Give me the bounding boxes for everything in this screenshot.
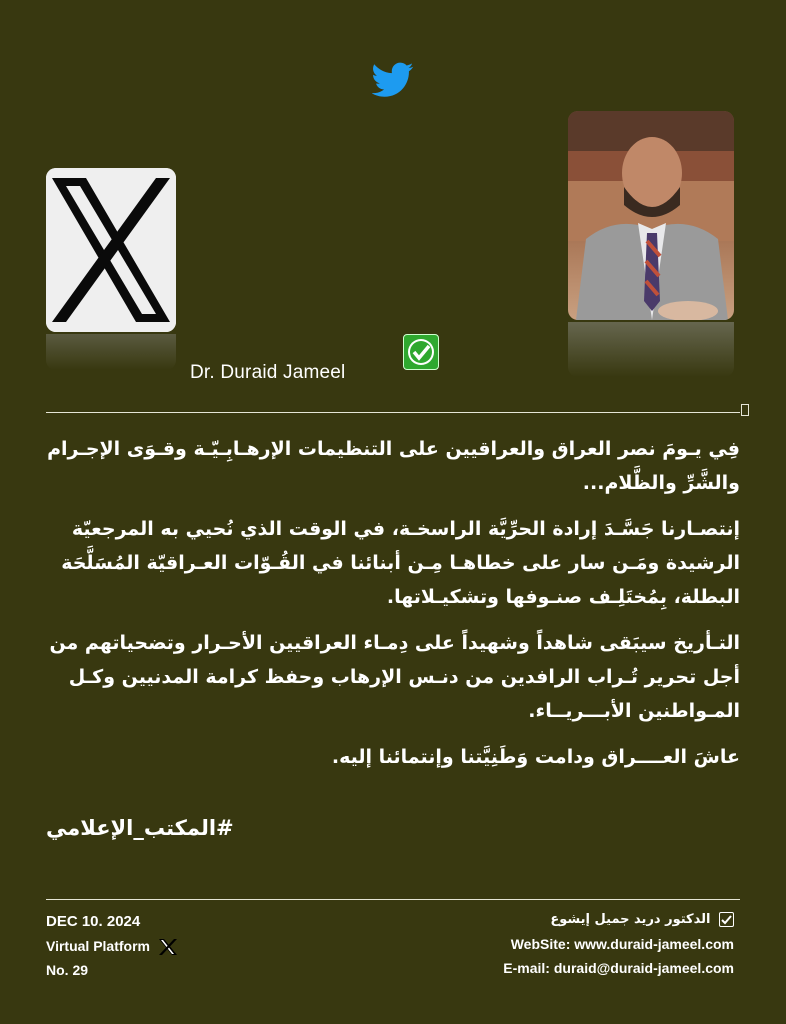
profile-photo-reflection: [568, 322, 734, 377]
twitter-bird-icon: [372, 62, 414, 98]
hashtag-media-office[interactable]: #المكتب_الإعلامي: [46, 816, 234, 840]
post-paragraph: التـأريخ سيبَقى شاهداً وشهيداً على دِمـاء العراقيين الأحـرار وتضحياتهم من أجل تحرير تُـراب الرافدين من دنـس الإرهاب وحفظ كرامة المدنيين وكـل المـواطنين الأبـــريــاء.: [49, 632, 740, 722]
post-date: DEC 10. 2024: [46, 913, 141, 930]
post-paragraph: عاشَ العــــراق ودامت وَطَنِيَّتنا وإنتمائنا إليه.: [331, 746, 740, 768]
post-paragraph: إنتصـارنا جَسَّـدَ إرادة الحرِّيَّة الراسخـة، في الوقت الذي نُحيي به المرجعيّة الرشيدة ومَـن سار على خطاهـا مِـن أبنائنا في القُـوّات العـراقيّة المُسَلَّحَة البطلة، بِمُختَلِـف صنـوفها وتشكيـلاتها.: [61, 518, 740, 608]
x-small-icon: [158, 938, 178, 956]
x-logo-tile: [46, 168, 176, 368]
post-body: [44, 432, 740, 786]
footer-meta: [46, 910, 178, 982]
header-divider: [46, 412, 740, 413]
arabic-author-name: الدكتور دريد جميل إيشوع: [550, 912, 711, 927]
footer-contact: [503, 908, 734, 980]
profile-photo: [568, 111, 734, 320]
x-logo-reflection: [46, 334, 176, 370]
verified-check-icon: [403, 334, 439, 370]
author-name: Dr. Duraid Jameel: [190, 362, 346, 383]
platform-row: [46, 934, 178, 958]
profile-photo-frame: [568, 111, 734, 377]
checkbox-icon: [719, 912, 734, 927]
post-number: No. 29: [46, 962, 89, 978]
arabic-name-row: [503, 908, 734, 932]
email-link[interactable]: E-mail: duraid@duraid-jameel.com: [503, 960, 734, 976]
x-logo-icon: [46, 168, 176, 332]
website-link[interactable]: WebSite: www.duraid-jameel.com: [510, 936, 734, 952]
footer-divider: [46, 899, 740, 900]
divider-end-marker: [741, 404, 749, 416]
platform-label: Virtual Platform: [46, 938, 150, 954]
post-paragraph: فِي يـومَ نصر العراق والعراقيين على التنظيمات الإرهـابِـيّـة وقـوَى الإجـرام والشَّرِّ والظَّلام...: [47, 438, 740, 494]
